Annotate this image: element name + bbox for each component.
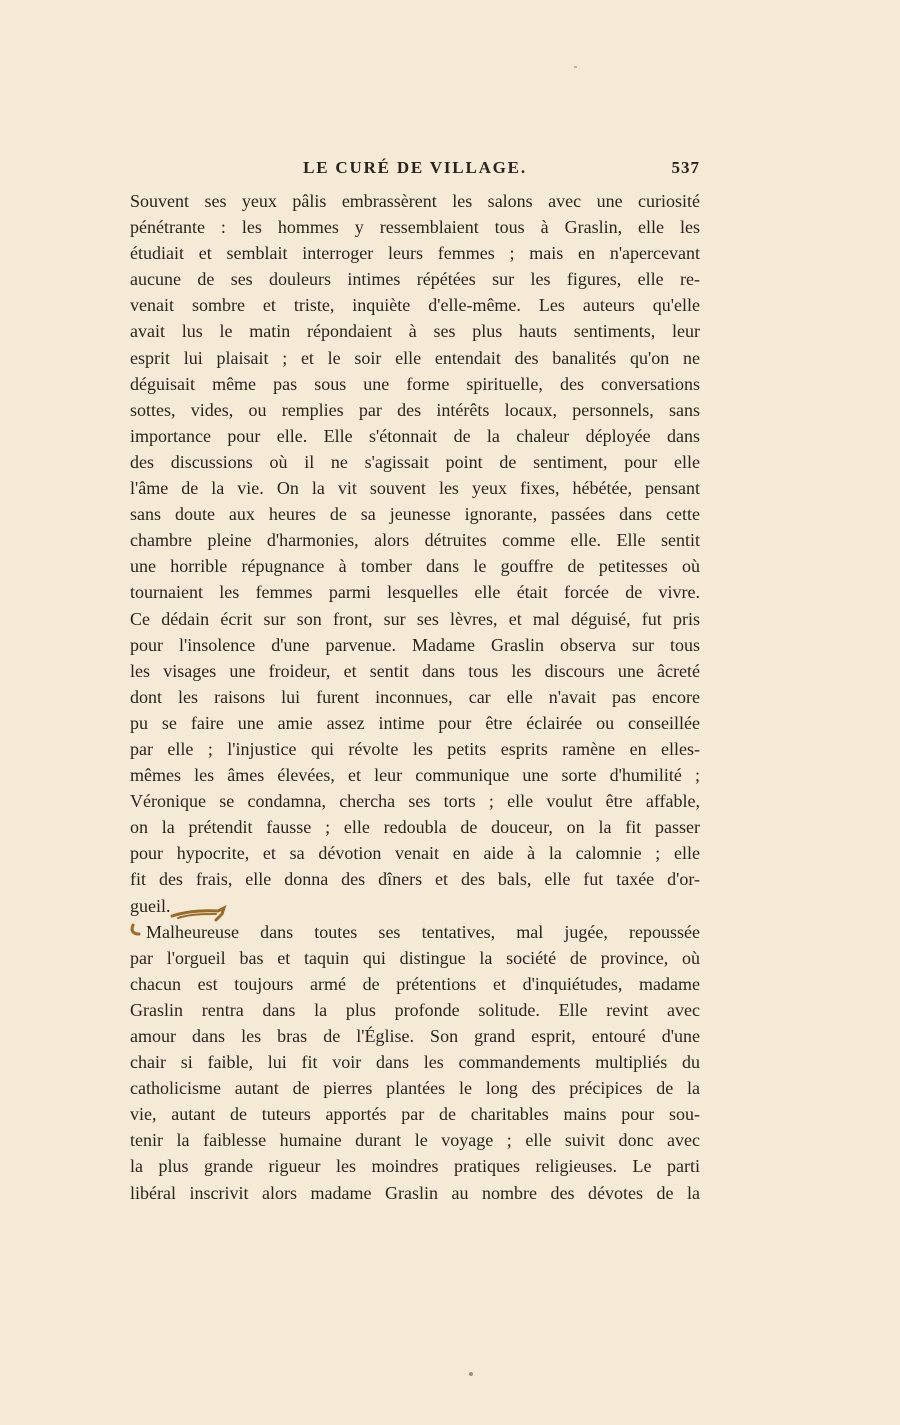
text-line: libéral inscrivit alors madame Graslin au nombre des dévotes de la (130, 1182, 700, 1203)
text-line: avait lus le matin répondaient à ses plus hauts sentiments, leur (130, 321, 700, 342)
text-line: dont les raisons lui furent inconnues, car elle n'avait pas encore (130, 686, 700, 707)
page-header (130, 158, 700, 186)
speck (574, 66, 577, 68)
text-line: mêmes les âmes élevées, et leur communique une sorte d'humilité ; (130, 765, 700, 786)
text-line: pour hypocrite, et sa dévotion venait en aide à la calomnie ; elle (130, 843, 700, 864)
speck (469, 1372, 473, 1376)
body-text (130, 188, 700, 1206)
text-line: la plus grande rigueur les moindres pratiques religieuses. Le parti (130, 1156, 700, 1177)
text-line: chair si faible, lui fit voir dans les commandements multipliés du (130, 1052, 700, 1073)
text-line: importance pour elle. Elle s'étonnait de la chaleur déployée dans (130, 425, 700, 446)
text-line: on la prétendit fausse ; elle redoubla de douceur, on la fit passer (130, 817, 700, 838)
text-line: esprit lui plaisait ; et le soir elle entendait des banalités qu'on ne (130, 347, 700, 368)
text-line: Souvent ses yeux pâlis embrassèrent les salons avec une curiosité (130, 191, 700, 211)
text-line: par l'orgueil bas et taquin qui distingue la société de province, où (130, 947, 700, 968)
text-line: chacun est toujours armé de prétentions et d'inquiétudes, madame (130, 973, 700, 994)
text-line: déguisait même pas sous une forme spirituelle, des conversations (130, 373, 700, 394)
text-line: Ce dédain écrit sur son front, sur ses lèvres, et mal déguisé, fut pris (130, 608, 700, 629)
text-line: vie, autant de tuteurs apportés par de charitables mains pour sou- (130, 1104, 700, 1125)
text-line: les visages une froideur, et sentit dans tous les discours une âcreté (130, 660, 700, 681)
text-line: Malheureuse dans toutes ses tentatives, mal jugée, repoussée (146, 921, 700, 942)
pilcrow-mark-icon (129, 922, 147, 942)
text-line: étudiait et semblait interroger leurs femmes ; mais en n'apercevant (130, 243, 700, 264)
text-line: sans doute aux heures de sa jeunesse ignorante, passées dans cette (130, 504, 700, 525)
running-title: LE CURÉ DE VILLAGE. (303, 158, 527, 177)
text-line: tenir la faiblesse humaine durant le voyage ; elle suivit donc avec (130, 1130, 700, 1151)
text-line: amour dans les bras de l'Église. Son grand esprit, entouré d'une (130, 1026, 700, 1046)
text-line: pour l'insolence d'une parvenue. Madame Graslin observa sur tous (130, 634, 700, 655)
text-line: gueil. (130, 895, 171, 916)
text-line: chambre pleine d'harmonies, alors détruites comme elle. Elle sentit (130, 530, 700, 551)
text-line: des discussions où il ne s'agissait point de sentiment, pour elle (130, 451, 700, 472)
text-line: catholicisme autant de pierres plantées le long des précipices de la (130, 1078, 700, 1099)
text-line: aucune de ses douleurs intimes répétées sur les figures, elle re- (130, 269, 700, 290)
text-line: par elle ; l'injustice qui révolte les petits esprits ramène en elles- (130, 738, 700, 759)
text-line: l'âme de la vie. On la vit souvent les yeux fixes, hébétée, pensant (130, 478, 700, 499)
text-line: Graslin rentra dans la plus profonde solitude. Elle revint avec (130, 999, 700, 1020)
text-line: sottes, vides, ou remplies par des intérêts locaux, personnels, sans (130, 399, 700, 420)
handwritten-paragraph-mark (170, 902, 230, 924)
text-line: fit des frais, elle donna des dîners et des bals, elle fut taxée d'or- (130, 869, 700, 890)
text-line: tournaient les femmes parmi lesquelles elle était forcée de vivre. (130, 582, 700, 603)
text-line: venait sombre et triste, inquiète d'elle-même. Les auteurs qu'elle (130, 295, 700, 316)
text-line: pénétrante : les hommes y ressemblaient tous à Graslin, elle les (130, 217, 700, 238)
text-line: une horrible répugnance à tomber dans le gouffre de petitesses où (130, 556, 700, 577)
text-line: Véronique se condamna, chercha ses torts ; elle voulut être affable, (130, 791, 700, 812)
text-line: pu se faire une amie assez intime pour être éclairée ou conseillée (130, 712, 700, 733)
page-number: 537 (671, 158, 700, 177)
